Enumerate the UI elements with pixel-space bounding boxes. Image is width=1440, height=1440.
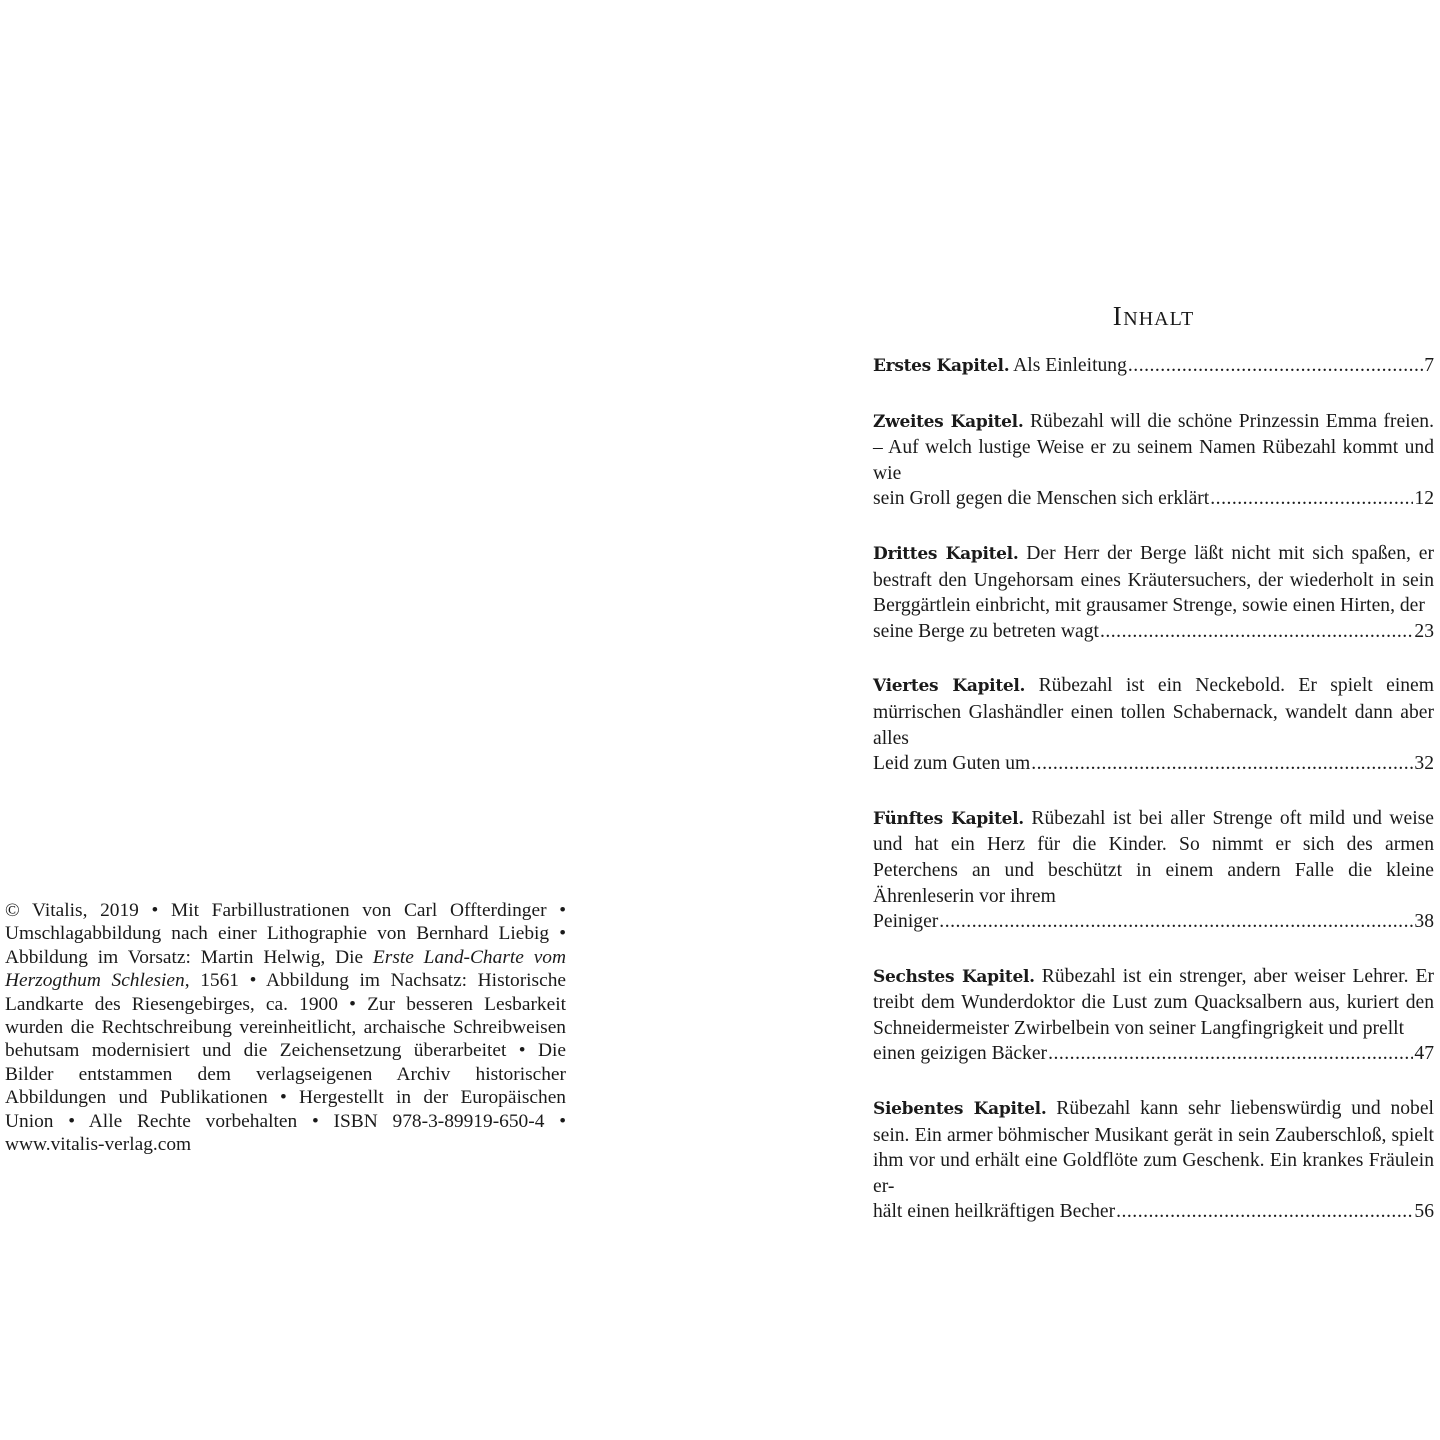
toc-entry-body bbox=[873, 1096, 1434, 1199]
chapter-summary: Rübezahl kann sehr liebenswürdig und nobel sein. Ein armer böhmischer Musikant gerät in sein Zauberschloß, spielt ihm vor und erhält eine Goldflöte zum Geschenk. Ein krankes Fräulein er- bbox=[873, 1098, 1434, 1197]
chapter-summary: Der Herr der Berge läßt nicht mit sich spaßen, er bestraft den Ungehorsam eines Kräutersuchers, der wiederholt in sein Berggärtlein einbricht, mit grausamer Strenge, sowie einen Hirten, der bbox=[873, 542, 1434, 617]
toc-entry-last-line bbox=[873, 353, 1127, 380]
toc-leader-line bbox=[873, 353, 1434, 380]
chapter-label: Viertes Kapitel. bbox=[873, 676, 1026, 697]
chapter-label: Erstes Kapitel. bbox=[873, 356, 1010, 376]
toc-leader-line bbox=[873, 619, 1434, 645]
chapter-summary-end: hält einen heilkräftigen Becher bbox=[873, 1201, 1116, 1223]
toc-entry-body bbox=[873, 964, 1434, 1042]
page-number: 38 bbox=[1414, 911, 1434, 933]
dot-leader bbox=[1116, 1199, 1413, 1225]
toc-entry bbox=[873, 353, 1434, 380]
toc-entry-body bbox=[873, 409, 1434, 487]
table-of-contents bbox=[873, 296, 1434, 1225]
toc-entry-body bbox=[873, 806, 1434, 909]
toc-entry-body bbox=[873, 673, 1434, 751]
dot-leader bbox=[1031, 751, 1413, 777]
dot-leader bbox=[939, 909, 1413, 935]
imprint-text bbox=[5, 899, 566, 1156]
imprint-part-2: , 1561 • Abbildung im Nachsatz: Historische Landkarte des Riesengebirges, ca. 1900 • Zur besseren Lesbarkeit wurden die Rechtschreibung vereinheitlicht, archaische Schreibweisen behutsam modernisiert und die Zeichensetzung überarbeitet • Die Bilder entstammen dem verlagseigenen Archiv historischer Abbildungen und Publikationen • Hergestellt in der Europäischen Union • Alle Rechte vorbehalten • ISBN 978-3-89919-650-4 • www.vitalis-verlag.com bbox=[5, 970, 566, 1156]
chapter-label: Sechstes Kapitel. bbox=[873, 966, 1035, 987]
dot-leader bbox=[1210, 486, 1413, 512]
toc-heading-rest: NHALT bbox=[1123, 308, 1195, 330]
dot-leader bbox=[1128, 353, 1423, 379]
chapter-summary: Rübezahl ist ein Neckebold. Er spielt einem mürrischen Glashändler einen tollen Schabernack, wandelt dann aber alles bbox=[873, 675, 1434, 749]
page-number: 32 bbox=[1414, 753, 1434, 775]
chapter-summary-end: sein Groll gegen die Menschen sich erklärt bbox=[873, 488, 1210, 510]
toc-entry bbox=[873, 541, 1434, 644]
toc-entry-body bbox=[873, 541, 1434, 619]
page-number: 47 bbox=[1414, 1043, 1434, 1065]
imprint-map-title: Erste Land-Charte vom Herzogthum Schlesien bbox=[5, 946, 566, 992]
toc-entry bbox=[873, 409, 1434, 512]
chapter-label: Zweites Kapitel. bbox=[873, 411, 1024, 432]
chapter-summary-end: seine Berge zu betreten wagt bbox=[873, 620, 1099, 642]
chapter-summary-end: Peiniger bbox=[873, 911, 939, 933]
chapter-label: Drittes Kapitel. bbox=[873, 543, 1019, 564]
toc-leader-line bbox=[873, 1041, 1434, 1067]
toc-entry bbox=[873, 806, 1434, 935]
toc-heading-initial: I bbox=[1112, 301, 1124, 331]
chapter-label: Fünftes Kapitel. bbox=[873, 808, 1024, 829]
toc-leader-line bbox=[873, 486, 1434, 512]
chapter-summary: Rübezahl ist ein strenger, aber weiser Lehrer. Er treibt dem Wunderdoktor die Lust zum Quacksalbern aus, kuriert den Schneidermeister Zwirbelbein von seiner Langfingrigkeit und prellt bbox=[873, 965, 1434, 1039]
toc-entry bbox=[873, 673, 1434, 776]
dot-leader bbox=[1100, 619, 1413, 645]
page-number: 56 bbox=[1414, 1201, 1434, 1223]
imprint-part-1: © Vitalis, 2019 • Mit Farbillustrationen von Carl Offterdinger • Umschlagabbildung nach einer Lithographie von Bernhard Liebig • Abbildung im Vorsatz: Martin Helwig, Die bbox=[5, 900, 566, 968]
toc-heading bbox=[873, 296, 1434, 339]
page-number: 7 bbox=[1424, 355, 1434, 376]
dot-leader bbox=[1048, 1041, 1413, 1067]
toc-leader-line bbox=[873, 909, 1434, 935]
chapter-summary-end: Als Einleitung bbox=[1013, 355, 1127, 376]
chapter-summary-end: einen geizigen Bäcker bbox=[873, 1043, 1048, 1065]
chapter-summary: Rübezahl will die schöne Prinzessin Emma freien. – Auf welch lustige Weise er zu seinem Namen Rübezahl kommt und wie bbox=[873, 410, 1434, 484]
toc-leader-line bbox=[873, 1199, 1434, 1225]
page-number: 12 bbox=[1414, 488, 1434, 510]
page-number: 23 bbox=[1414, 620, 1434, 642]
chapter-summary-end: Leid zum Guten um bbox=[873, 753, 1031, 775]
chapter-label: Siebentes Kapitel. bbox=[873, 1099, 1047, 1120]
toc-leader-line bbox=[873, 751, 1434, 777]
toc-entry bbox=[873, 964, 1434, 1067]
chapter-summary: Rübezahl ist bei aller Strenge oft mild und weise und hat ein Herz für die Kinder. So nimmt er sich des armen Peterchens an und beschützt in einem andern Falle die kleine Ährenleserin vor ihrem bbox=[873, 807, 1435, 907]
toc-entry bbox=[873, 1096, 1434, 1225]
